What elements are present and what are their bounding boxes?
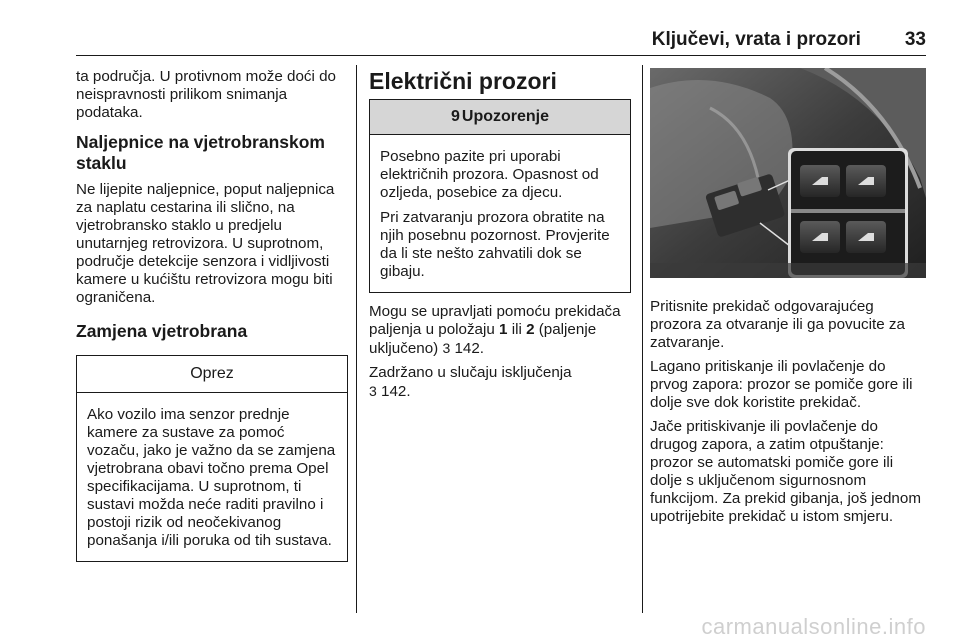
stickers-paragraph: Ne lijepite naljepnice, poput naljepnica za naplatu cestarina ili slično, na vjetrobransko staklo u predjelu unutarnjeg retrovizora. U suprotnom, područje detekcije senzora i vidljivosti kamere u kućištu retrovizora mogu biti ograničena.: [76, 181, 335, 306]
warning-header: [370, 100, 630, 135]
column-divider-left: [356, 65, 357, 613]
warning-paragraph-1: Posebno pazite pri uporabi električnih prozora. Opasnost od ozljeda, posebice za djecu.: [380, 148, 599, 201]
warning-title: Upozorenje: [461, 108, 550, 125]
page-header: [76, 28, 926, 52]
warning-box: [369, 99, 631, 293]
caution-title: Oprez: [77, 356, 347, 393]
first-detent-paragraph: Lagano pritiskanje ili povlačenje do prvog zapora: prozor se pomiče gore ili dolje sve dok koristite prekidač.: [650, 358, 913, 411]
retained-power-paragraph: Zadržano u slučaju isključenja 3 142.: [369, 364, 572, 400]
window-switch-photo: [650, 68, 926, 278]
column-1: [76, 68, 348, 562]
switch-paragraph: Pritisnite prekidač odgovarajućeg prozora za otvaranje ili ga povucite za zatvaranje.: [650, 298, 905, 351]
column-3: [650, 68, 926, 532]
page-ref-icon: 3: [442, 340, 451, 356]
page-ref-link[interactable]: 142.: [450, 340, 485, 357]
watermark: carmanualsonline.info: [701, 614, 926, 639]
warning-paragraph-2: Pri zatvaranju prozora obratite na njih posebnu pozornost. Provjerite da li ste nešto zahvatili dok se gibaju.: [380, 209, 610, 280]
section-title: Ključevi, vrata i prozori: [651, 29, 861, 50]
second-detent-paragraph: Jače pritiskivanje ili povlačenje do drugog zapora, a zatim otpuštanje: prozor se automatski pomiče gore ili dolje s uključenom sigurnosnom funkcijom. Za prekid gibanja, još jednom upotrijebite prekidač u istom smjeru.: [650, 418, 921, 525]
heading-windshield-replacement: Zamjena vjetrobrana: [76, 321, 248, 341]
warning-icon: 9: [450, 108, 460, 125]
heading-windshield-stickers: Naljepnice na vjetrobranskom staklu: [76, 132, 325, 173]
column-divider-right: [642, 65, 643, 613]
page-ref-link[interactable]: 142.: [376, 383, 411, 400]
caution-box: [76, 355, 348, 562]
ignition-paragraph: Mogu se upravljati pomoću prekidača paljenja u položaju 1 ili 2 (paljenje uključeno) 3 142.: [369, 303, 621, 357]
header-divider: [76, 55, 926, 56]
column-2: [369, 68, 631, 407]
caution-text: Ako vozilo ima senzor prednje kamere za sustave za pomoć vozaču, jako je važno da se zamjena vjetrobrana obavi točno prema Opel specifikacijama. U suprotnom, ti sustavi možda neće raditi pravilno i postoji rizik od neočekivanog ponašanja i/ili poruka od tih sustava.: [87, 406, 336, 549]
page-number: 33: [904, 29, 926, 50]
page-ref-icon: 3: [369, 383, 377, 399]
intro-paragraph: ta područja. U protivnom može doći do neispravnosti prilikom snimanja podataka.: [76, 68, 337, 121]
heading-power-windows: Električni prozori: [369, 68, 557, 94]
